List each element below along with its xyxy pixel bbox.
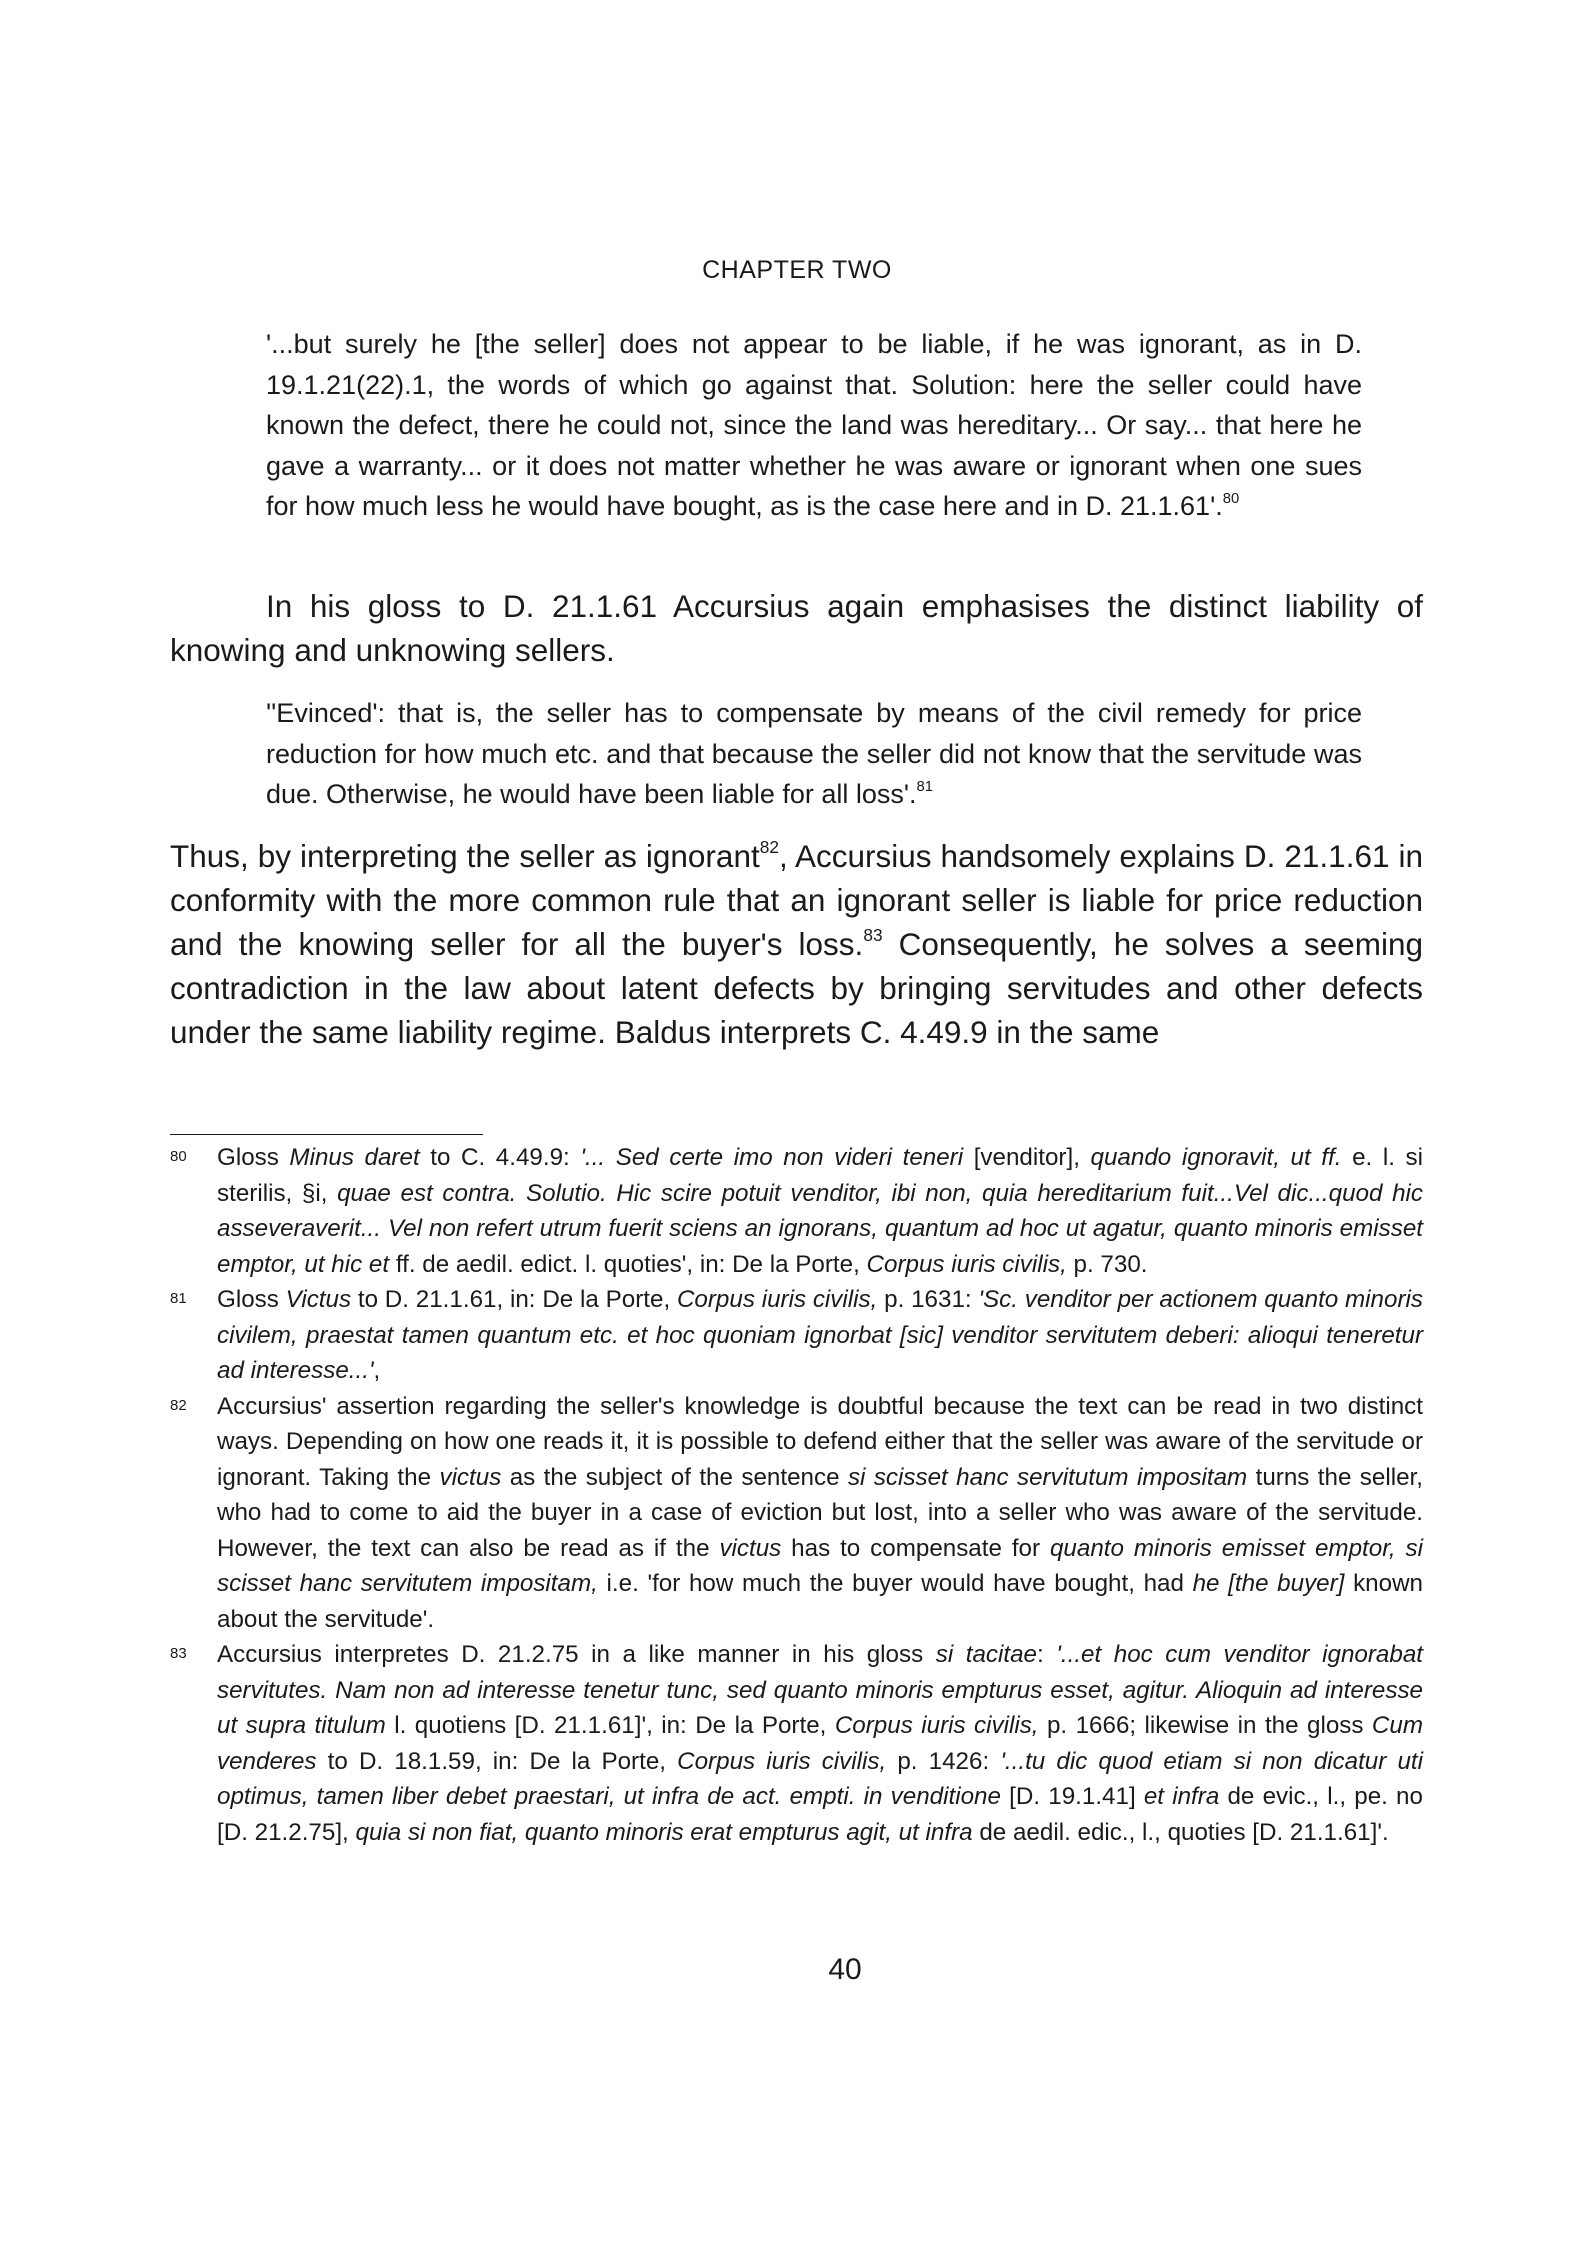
footnote-text: Gloss Minus daret to C. 4.49.9: '... Sed certe imo non videri teneri [venditor], quando ignoravit, ut ff. e. l. si sterilis, §i, quae est contra. Solutio. Hic scire potuit venditor, ibi non, quia hereditarium fuit...Vel dic...quod hic asseveraverit... Vel non refert utrum fuerit sciens an ignorans, quantum ad hoc ut agatur, quanto minoris emisset emptor, ut hic et ff. de aedil. edict. l. quoties', in: De la Porte, Corpus iuris civilis, p. 730. — [217, 1144, 1423, 1278]
paragraph-2-part-2: , Accursius handsomely explains D. 21.1.61 in conformity with the more common rule that an ignorant seller is liable for price reduction and the knowing seller for all the buyer's loss. — [170, 838, 1423, 962]
footnote-82 — [170, 1389, 1423, 1638]
footnote-ref-80[interactable]: 80 — [1222, 490, 1240, 507]
footnote-separator — [170, 1134, 483, 1135]
footnotes — [170, 1140, 1423, 1850]
footnote-text: Accursius' assertion regarding the seller's knowledge is doubtful because the text can be read in two distinct ways. Depending on how one reads it, it is possible to defend either that the seller was aware of the servitude or ignorant. Taking the victus as the subject of the sentence si scisset hanc servitutum impositam turns the seller, who had to come to aid the buyer in a case of eviction but lost, into a seller who was aware of the servitude. However, the text can also be read as if the victus has to compensate for quanto minoris emisset emptor, si scisset hanc servitutem impositam, i.e. 'for how much the buyer would have bought, had he [the buyer] known about the servitude'. — [217, 1392, 1424, 1633]
footnote-text: Accursius interpretes D. 21.2.75 in a like manner in his gloss si tacitae: '...et hoc cum venditor ignorabat servitutes. Nam non ad interesse tenetur tunc, sed quanto minoris empturus esset, agitur. Alioquin ad interesse ut supra titulum l. quotiens [D. 21.1.61]', in: De la Porte, Corpus iuris civilis, p. 1666; likewise in the gloss Cum venderes to D. 18.1.59, in: De la Porte, Corpus iuris civilis, p. 1426: '...tu dic quod etiam si non dicatur uti optimus, tamen liber debet praestari, ut infra de act. empti. in venditione [D. 19.1.41] et infra de evic., l., pe. no [D. 21.2.75], quia si non fiat, quanto minoris erat empturus agit, ut infra de aedil. edic., l., quoties [D. 21.1.61]'. — [217, 1641, 1423, 1846]
block-quote-1 — [266, 324, 1362, 527]
paragraph-2 — [170, 834, 1423, 1054]
block-quote-2-text: ''Evinced': that is, the seller has to compensate by means of the civil remedy for price reduction for how much etc. and that because the seller did not know that the servitude was due. Otherwise, he would have been liable for all loss'. — [266, 698, 1362, 809]
footnote-text: Gloss Victus to D. 21.1.61, in: De la Porte, Corpus iuris civilis, p. 1631: 'Sc. venditor per actionem quanto minoris civilem, praestat tamen quantum etc. et hoc quoniam ignorbat [sic] venditor servitutem deberi: alioqui teneretur ad interesse...', — [217, 1286, 1423, 1384]
footnote-80 — [170, 1140, 1423, 1282]
footnote-number: 81 — [170, 1290, 187, 1307]
paragraph-2-part-3: Consequently, he solves a seeming contradiction in the law about latent defects by bringing servitudes and other defects under the same liability regime. Baldus interprets C. 4.49.9 in the same — [170, 926, 1423, 1050]
page-number: 40 — [828, 1953, 862, 1986]
block-quote-1-text: '...but surely he [the seller] does not appear to be liable, if he was ignorant, as in D. 19.1.21(22).1, the words of which go against that. Solution: here the seller could have known the defect, there he could not, since the land was hereditary... Or say... that here he gave a warranty... or it does not matter whether he was aware or ignorant when one sues for how much less he would have bought, as is the case here and in D. 21.1.61'. — [266, 329, 1362, 521]
running-head: CHAPTER TWO — [702, 256, 892, 284]
footnote-number: 80 — [170, 1148, 187, 1165]
footnote-83 — [170, 1637, 1423, 1850]
block-quote-2 — [266, 693, 1362, 815]
footnote-number: 82 — [170, 1396, 187, 1414]
footnote-ref-81[interactable]: 81 — [916, 778, 934, 795]
footnote-ref-82[interactable]: 82 — [759, 836, 779, 857]
footnote-ref-83[interactable]: 83 — [863, 924, 883, 945]
footnote-81 — [170, 1282, 1423, 1389]
paragraph-1: In his gloss to D. 21.1.61 Accursius again emphasises the distinct liability of knowing and unknowing sellers. — [170, 588, 1423, 668]
footnote-number: 83 — [170, 1645, 187, 1662]
paragraph-2-part-1: Thus, by interpreting the seller as ignorant — [170, 838, 760, 874]
